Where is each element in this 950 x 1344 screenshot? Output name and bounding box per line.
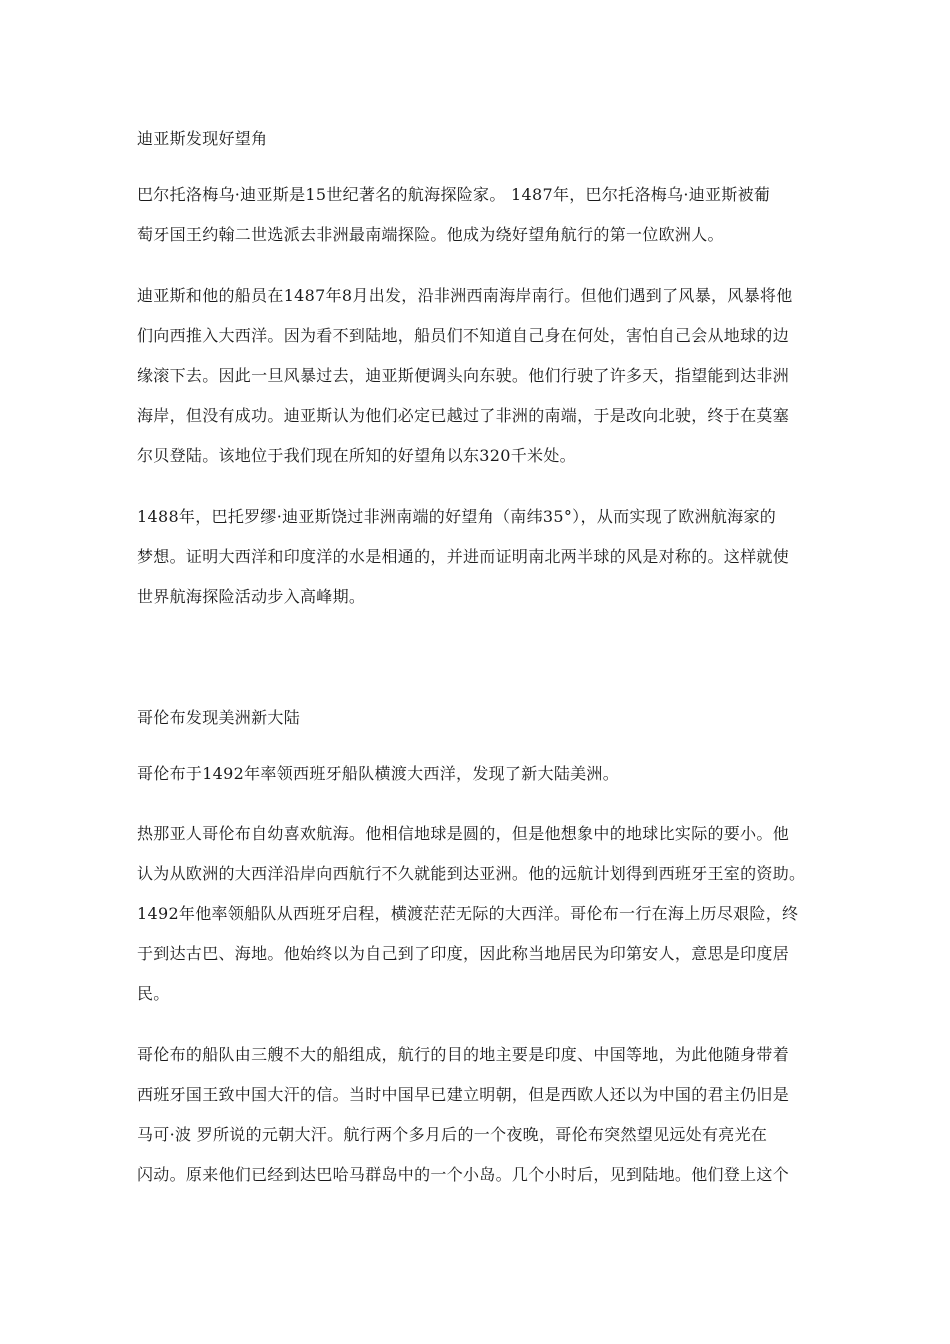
section-title-text: 迪亚斯发现好望角 — [137, 129, 268, 148]
section-title-text: 哥伦布发现美洲新大陆 — [137, 708, 301, 727]
section-title-dias — [137, 127, 821, 151]
text-line: 缘滚下去。因此一旦风暴过去，迪亚斯便调头向东驶。他们行驶了许多天，指望能到达非洲 — [137, 366, 790, 385]
paragraph-columbus-summary — [137, 754, 821, 794]
text-line: 迪亚斯和他的船员在1487年8月出发，沿非洲西南海岸南行。但他们遇到了风暴，风暴将他 — [137, 286, 793, 305]
paragraph-dias-cape — [137, 497, 821, 617]
text-line: 1488年，巴托罗缪·迪亚斯饶过非洲南端的好望角（南纬35°），从而实现了欧洲航海家的 — [137, 507, 777, 526]
text-line: 哥伦布的船队由三艘不大的船组成，航行的目的地主要是印度、中国等地，为此他随身带着 — [137, 1045, 790, 1064]
text-line: 海岸，但没有成功。迪亚斯认为他们必定已越过了非洲的南端，于是改向北驶，终于在莫塞 — [137, 406, 790, 425]
text-line: 于到达古巴、海地。他始终以为自己到了印度，因此称当地居民为印第安人，意思是印度居 — [137, 944, 790, 963]
paragraph-dias-voyage — [137, 276, 821, 476]
text-line: 萄牙国王约翰二世选派去非洲最南端探险。他成为绕好望角航行的第一位欧洲人。 — [137, 225, 724, 244]
text-line: 们向西推入大西洋。因为看不到陆地，船员们不知道自己身在何处，害怕自己会从地球的边 — [137, 326, 790, 345]
text-line: 巴尔托洛梅乌·迪亚斯是15世纪著名的航海探险家。 1487年，巴尔托洛梅乌·迪亚斯被葡 — [137, 185, 771, 204]
text-line: 马可·波 罗所说的元朝大汗。航行两个多月后的一个夜晚，哥伦布突然望见远处有亮光在 — [137, 1125, 768, 1144]
text-line: 世界航海探险活动步入高峰期。 — [137, 587, 366, 606]
text-line: 西班牙国王致中国大汗的信。当时中国早已建立明朝，但是西欧人还以为中国的君主仍旧是 — [137, 1085, 790, 1104]
text-line: 哥伦布于1492年率领西班牙船队横渡大西洋，发现了新大陆美洲。 — [137, 764, 620, 783]
text-line: 热那亚人哥伦布自幼喜欢航海。他相信地球是圆的，但是他想象中的地球比实际的要小。他 — [137, 824, 790, 843]
text-line: 民。 — [137, 984, 170, 1003]
text-line: 尔贝登陆。该地位于我们现在所知的好望角以东320千米处。 — [137, 446, 576, 465]
paragraph-dias-intro — [137, 175, 821, 255]
text-line: 闪动。原来他们已经到达巴哈马群岛中的一个小岛。几个小时后，见到陆地。他们登上这个 — [137, 1165, 790, 1184]
paragraph-columbus-background — [137, 814, 821, 1014]
text-line: 梦想。证明大西洋和印度洋的水是相通的，并进而证明南北两半球的风是对称的。这样就使 — [137, 547, 790, 566]
text-line: 1492年他率领船队从西班牙启程，横渡茫茫无际的大西洋。哥伦布一行在海上历尽艰险，终 — [137, 904, 799, 923]
section-title-columbus — [137, 706, 821, 730]
paragraph-columbus-fleet — [137, 1035, 821, 1195]
text-line: 认为从欧洲的大西洋沿岸向西航行不久就能到达亚洲。他的远航计划得到西班牙王室的资助。 — [137, 864, 806, 883]
